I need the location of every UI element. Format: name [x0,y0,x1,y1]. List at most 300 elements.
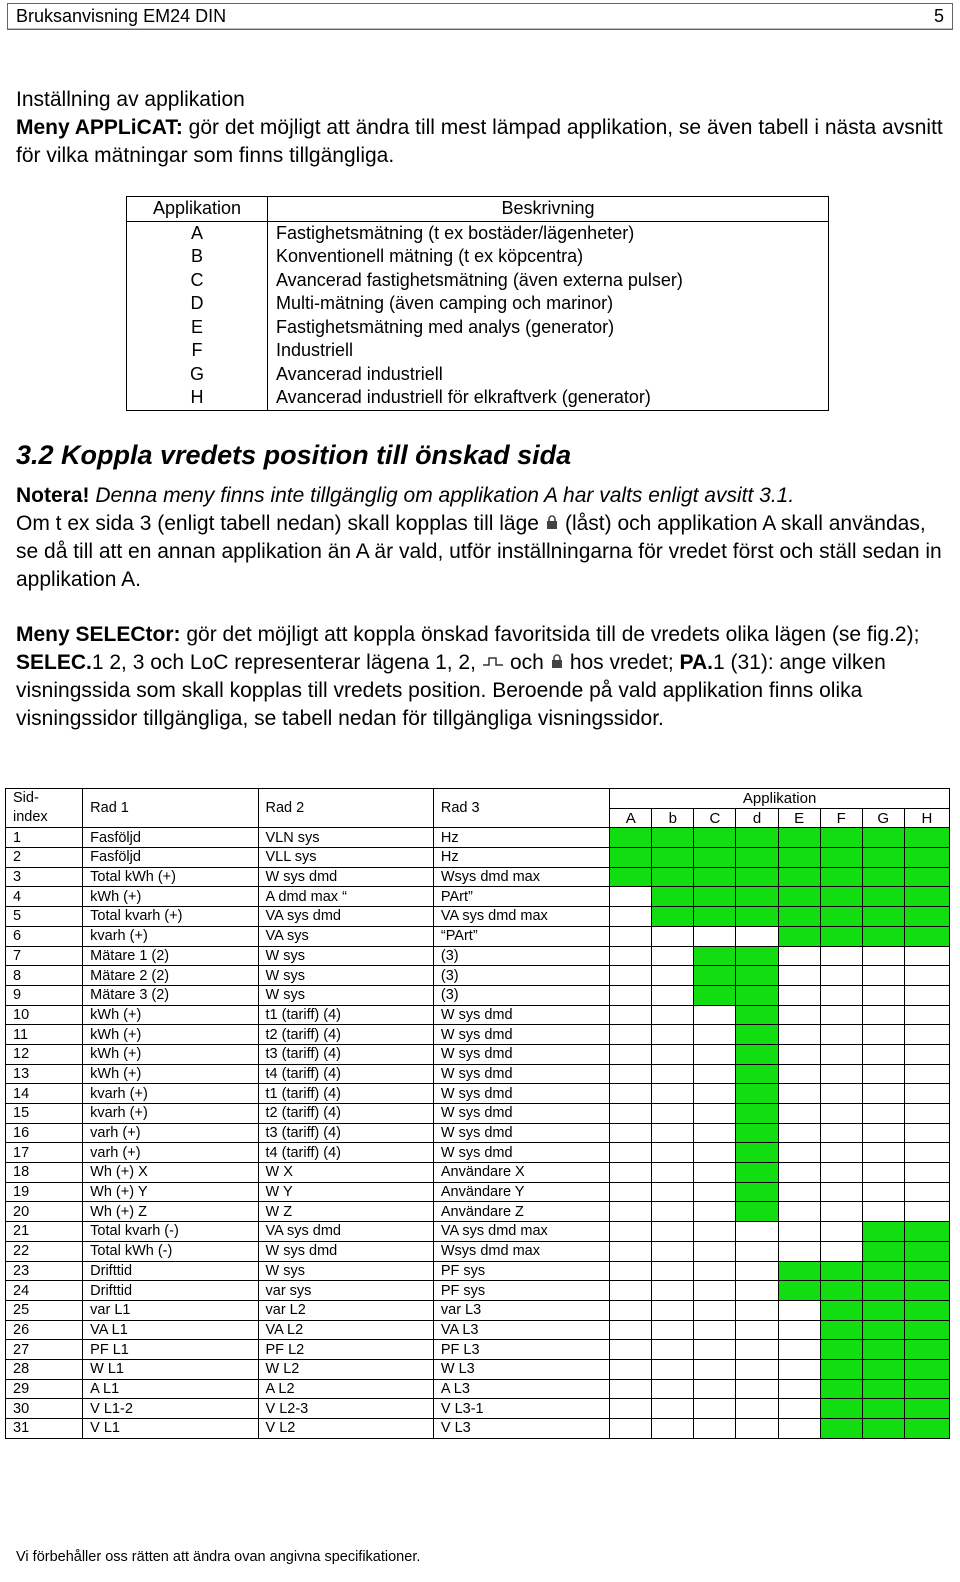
unavailable-cell [610,1320,652,1340]
application-letter: H [904,808,949,828]
available-cell [694,985,736,1005]
unavailable-cell [694,1025,736,1045]
row-text-r1: Fasföljd [83,828,258,848]
table-row [6,1359,950,1379]
unavailable-cell [862,1084,904,1104]
row-text-r1: kWh (+) [83,887,258,907]
available-cell [820,1281,862,1301]
row-text-r1: A L1 [83,1379,258,1399]
row-text-r3: (3) [433,985,609,1005]
row-text-r2: A dmd max “ [258,887,433,907]
unavailable-cell [778,1359,820,1379]
col-rad-3: Rad 3 [433,789,609,828]
unavailable-cell [904,1104,949,1124]
unavailable-cell [904,1182,949,1202]
available-cell [904,887,949,907]
application-description: Avancerad industriell [268,363,829,387]
unavailable-cell [862,1163,904,1183]
application-description: Fastighetsmätning (t ex bostäder/lägenheter) [268,221,829,245]
document-title: Bruksanvisning EM24 DIN [16,6,227,26]
row-text-r3: VA sys dmd max [433,907,609,927]
unavailable-cell [862,1182,904,1202]
available-cell [610,828,652,848]
page-index-header-row [6,789,950,809]
unavailable-cell [652,1300,694,1320]
application-row [127,292,829,316]
table-row [6,907,950,927]
page-index-cell: 12 [6,1044,83,1064]
unavailable-cell [694,1419,736,1439]
unavailable-cell [820,1044,862,1064]
available-cell [694,867,736,887]
application-letter: b [652,808,694,828]
available-cell [862,926,904,946]
available-cell [736,1163,778,1183]
table-row [6,1143,950,1163]
page-index-cell: 25 [6,1300,83,1320]
unavailable-cell [652,1143,694,1163]
available-cell [820,1379,862,1399]
available-cell [904,828,949,848]
unavailable-cell [610,1084,652,1104]
available-cell [820,1340,862,1360]
table-row [6,1379,950,1399]
row-text-r2: t3 (tariff) (4) [258,1123,433,1143]
row-text-r2: VLL sys [258,848,433,868]
row-text-r2: VA L2 [258,1320,433,1340]
unavailable-cell [652,966,694,986]
page-index-cell: 21 [6,1222,83,1242]
available-cell [904,867,949,887]
row-text-r3: W L3 [433,1359,609,1379]
unavailable-cell [694,1104,736,1124]
unavailable-cell [652,1340,694,1360]
selector-text-1: gör det möjligt att koppla önskad favoritsida till de vredets olika lägen (se fig.2); [180,623,920,646]
row-text-r2: VA sys dmd [258,907,433,927]
page-index-cell: 9 [6,985,83,1005]
unavailable-cell [652,946,694,966]
row-text-r2: t4 (tariff) (4) [258,1143,433,1163]
unavailable-cell [694,1084,736,1104]
unavailable-cell [652,1379,694,1399]
available-cell [862,1222,904,1242]
available-cell [904,1379,949,1399]
intro-paragraph [16,114,946,170]
unavailable-cell [652,1222,694,1242]
table-row [6,1025,950,1045]
header-beskrivning: Beskrivning [268,197,829,222]
pulse-icon [482,649,504,677]
unavailable-cell [652,1320,694,1340]
page-index-cell: 5 [6,907,83,927]
row-text-r2: var sys [258,1281,433,1301]
unavailable-cell [652,1163,694,1183]
available-cell [736,1084,778,1104]
page-index-cell: 17 [6,1143,83,1163]
unavailable-cell [778,1202,820,1222]
unavailable-cell [820,1241,862,1261]
application-description: Konventionell mätning (t ex köpcentra) [268,245,829,269]
unavailable-cell [904,966,949,986]
row-text-r2: VA sys [258,926,433,946]
row-text-r1: Total kvarh (+) [83,907,258,927]
application-code: G [127,363,268,387]
unavailable-cell [778,1182,820,1202]
row-text-r1: W L1 [83,1359,258,1379]
table-row [6,926,950,946]
unavailable-cell [610,1261,652,1281]
unavailable-cell [778,1163,820,1183]
available-cell [778,848,820,868]
available-cell [778,926,820,946]
selec-label: SELEC. [16,651,92,674]
row-text-r3: W sys dmd [433,1044,609,1064]
selector-text-2: 1 2, 3 och LoC representerar lägena 1, 2, [91,651,476,674]
unavailable-cell [694,1143,736,1163]
row-text-r3: Hz [433,848,609,868]
table-row [6,946,950,966]
unavailable-cell [736,926,778,946]
application-description: Multi-mätning (även camping och marinor) [268,292,829,316]
application-row [127,316,829,340]
available-cell [820,907,862,927]
available-cell [862,1281,904,1301]
unavailable-cell [904,1044,949,1064]
available-cell [778,1281,820,1301]
section-heading: 3.2 Koppla vredets position till önskad sida [16,440,572,470]
page-index-cell: 28 [6,1359,83,1379]
unavailable-cell [610,1340,652,1360]
unavailable-cell [652,1005,694,1025]
available-cell [778,867,820,887]
application-table [126,196,829,411]
available-cell [694,966,736,986]
application-letter: G [862,808,904,828]
unavailable-cell [820,1182,862,1202]
application-code: F [127,339,268,363]
available-cell [904,1261,949,1281]
row-text-r3: V L3-1 [433,1399,609,1419]
available-cell [862,1340,904,1360]
unavailable-cell [694,1123,736,1143]
unavailable-cell [694,1300,736,1320]
unavailable-cell [862,1202,904,1222]
page-index-cell: 8 [6,966,83,986]
menu-text: gör det möjligt att ändra till mest lämpad applikation, se även tabell i nästa avsnitt för vilka mätningar som finns tillgängliga. [16,116,943,167]
table-row [6,966,950,986]
unavailable-cell [862,1123,904,1143]
row-text-r3: Användare Y [433,1182,609,1202]
row-text-r3: W sys dmd [433,1104,609,1124]
unavailable-cell [820,1104,862,1124]
unavailable-cell [736,1300,778,1320]
page-index-cell: 30 [6,1399,83,1419]
col-rad-2: Rad 2 [258,789,433,828]
page-index-cell: 16 [6,1123,83,1143]
unavailable-cell [652,1241,694,1261]
available-cell [736,1143,778,1163]
row-text-r3: Användare X [433,1163,609,1183]
unavailable-cell [652,1064,694,1084]
available-cell [778,828,820,848]
available-cell [904,1241,949,1261]
unavailable-cell [778,1340,820,1360]
row-text-r3: W sys dmd [433,1025,609,1045]
available-cell [736,907,778,927]
available-cell [736,1123,778,1143]
unavailable-cell [694,1399,736,1419]
row-text-r1: Fasföljd [83,848,258,868]
unavailable-cell [610,1300,652,1320]
unavailable-cell [904,1143,949,1163]
available-cell [652,887,694,907]
unavailable-cell [610,1005,652,1025]
available-cell [736,1182,778,1202]
row-text-r1: Wh (+) Y [83,1182,258,1202]
page-index-cell: 15 [6,1104,83,1124]
page-index-cell: 18 [6,1163,83,1183]
unavailable-cell [778,1044,820,1064]
unavailable-cell [610,1281,652,1301]
available-cell [904,1300,949,1320]
row-text-r3: Wsys dmd max [433,867,609,887]
row-text-r2: W sys [258,985,433,1005]
page-index-cell: 4 [6,887,83,907]
table-row [6,1320,950,1340]
unavailable-cell [610,1123,652,1143]
row-text-r2: VA sys dmd [258,1222,433,1242]
table-row [6,1281,950,1301]
unavailable-cell [652,1261,694,1281]
available-cell [736,1104,778,1124]
unavailable-cell [904,1025,949,1045]
unavailable-cell [610,1143,652,1163]
application-row [127,339,829,363]
unavailable-cell [778,1104,820,1124]
table-row [6,1261,950,1281]
available-cell [778,907,820,927]
unavailable-cell [862,1143,904,1163]
unavailable-cell [694,1064,736,1084]
unavailable-cell [610,1379,652,1399]
row-text-r3: W sys dmd [433,1005,609,1025]
available-cell [694,848,736,868]
unavailable-cell [778,1320,820,1340]
row-text-r1: varh (+) [83,1123,258,1143]
row-text-r1: Mätare 3 (2) [83,985,258,1005]
unavailable-cell [820,946,862,966]
unavailable-cell [736,1399,778,1419]
row-text-r1: kvarh (+) [83,1084,258,1104]
col-index-label: index [13,809,48,826]
application-letter: E [778,808,820,828]
row-text-r2: W Z [258,1202,433,1222]
available-cell [904,848,949,868]
intro-line: Inställning av applikation [16,88,245,111]
unavailable-cell [820,1005,862,1025]
table-row [6,1064,950,1084]
col-applikation: Applikation [610,789,950,809]
available-cell [736,828,778,848]
table-row [6,1399,950,1419]
row-text-r2: W Y [258,1182,433,1202]
unavailable-cell [610,1182,652,1202]
available-cell [862,1399,904,1419]
available-cell [652,867,694,887]
table-row [6,1222,950,1242]
available-cell [862,1419,904,1439]
row-text-r2: W sys [258,946,433,966]
footer-note: Vi förbehåller oss rätten att ändra ovan angivna specifikationer. [16,1549,421,1565]
application-letter: A [610,808,652,828]
lock-icon [550,649,564,677]
unavailable-cell [694,1281,736,1301]
available-cell [694,887,736,907]
row-text-r2: var L2 [258,1300,433,1320]
unavailable-cell [736,1379,778,1399]
page-index-cell: 7 [6,946,83,966]
row-text-r3: (3) [433,966,609,986]
unavailable-cell [778,1419,820,1439]
unavailable-cell [610,1419,652,1439]
row-text-r1: kWh (+) [83,1044,258,1064]
row-text-r3: V L3 [433,1419,609,1439]
unavailable-cell [778,946,820,966]
table-row [6,1005,950,1025]
row-text-r1: Drifttid [83,1261,258,1281]
unavailable-cell [694,1044,736,1064]
unavailable-cell [610,1241,652,1261]
unavailable-cell [778,1241,820,1261]
unavailable-cell [736,1261,778,1281]
row-text-r2: W L2 [258,1359,433,1379]
unavailable-cell [694,1005,736,1025]
row-text-r2: V L2 [258,1419,433,1439]
unavailable-cell [652,1123,694,1143]
table-row [6,1241,950,1261]
available-cell [652,828,694,848]
col-sid-label: Sid- [13,790,39,807]
note-label: Notera! [16,484,90,507]
lock-icon [545,510,559,538]
unavailable-cell [736,1320,778,1340]
row-text-r1: VA L1 [83,1320,258,1340]
row-text-r3: W sys dmd [433,1064,609,1084]
unavailable-cell [862,946,904,966]
application-code: C [127,269,268,293]
row-text-r3: A L3 [433,1379,609,1399]
unavailable-cell [610,966,652,986]
page-index-cell: 13 [6,1064,83,1084]
available-cell [862,907,904,927]
unavailable-cell [820,985,862,1005]
table-row [6,867,950,887]
available-cell [862,1241,904,1261]
page-index-cell: 19 [6,1182,83,1202]
available-cell [862,848,904,868]
page-index-cell: 14 [6,1084,83,1104]
unavailable-cell [610,1104,652,1124]
intro-section [16,86,946,170]
table-row [6,1300,950,1320]
unavailable-cell [820,1064,862,1084]
unavailable-cell [904,1123,949,1143]
unavailable-cell [904,985,949,1005]
row-text-r2: VLN sys [258,828,433,848]
row-text-r3: VA L3 [433,1320,609,1340]
available-cell [862,1379,904,1399]
row-text-r2: W sys [258,1261,433,1281]
selector-text-5: 1 (31): ange vilken visningssida som skall kopplas till vredets position. Beroende på vald applikation finns olika visningssidor tillgängliga, se tabell nedan för tillgängliga visningssidor. [16,651,886,731]
available-cell [862,1300,904,1320]
application-code: A [127,221,268,245]
unavailable-cell [694,1340,736,1360]
table-row [6,887,950,907]
unavailable-cell [652,1084,694,1104]
row-text-r2: t2 (tariff) (4) [258,1025,433,1045]
unavailable-cell [904,1163,949,1183]
available-cell [736,1005,778,1025]
available-cell [820,848,862,868]
available-cell [778,1261,820,1281]
unavailable-cell [652,1281,694,1301]
row-text-r3: PArt” [433,887,609,907]
row-text-r1: kWh (+) [83,1025,258,1045]
page-index-cell: 3 [6,867,83,887]
unavailable-cell [778,1084,820,1104]
table-row [6,1123,950,1143]
unavailable-cell [610,1064,652,1084]
unavailable-cell [652,1419,694,1439]
unavailable-cell [694,1163,736,1183]
row-text-r3: W sys dmd [433,1123,609,1143]
available-cell [820,926,862,946]
row-text-r1: V L1-2 [83,1399,258,1419]
row-text-r1: kWh (+) [83,1005,258,1025]
available-cell [694,946,736,966]
selector-text-3: och [509,651,544,674]
unavailable-cell [652,1202,694,1222]
unavailable-cell [778,1025,820,1045]
table-row [6,1340,950,1360]
application-description: Avancerad fastighetsmätning (även externa pulser) [268,269,829,293]
unavailable-cell [694,1182,736,1202]
unavailable-cell [778,1005,820,1025]
table-row [6,848,950,868]
row-text-r3: W sys dmd [433,1143,609,1163]
unavailable-cell [820,1143,862,1163]
unavailable-cell [778,1123,820,1143]
row-text-r1: varh (+) [83,1143,258,1163]
unavailable-cell [736,1281,778,1301]
unavailable-cell [652,1044,694,1064]
unavailable-cell [610,1359,652,1379]
unavailable-cell [610,1202,652,1222]
unavailable-cell [820,966,862,986]
page-index-cell: 24 [6,1281,83,1301]
page-index-cell: 23 [6,1261,83,1281]
unavailable-cell [694,1379,736,1399]
unavailable-cell [652,1104,694,1124]
page-index-cell: 31 [6,1419,83,1439]
unavailable-cell [652,1359,694,1379]
page-index-cell: 11 [6,1025,83,1045]
unavailable-cell [694,1359,736,1379]
unavailable-cell [694,1202,736,1222]
available-cell [820,887,862,907]
selector-section [16,621,952,733]
application-description: Industriell [268,339,829,363]
